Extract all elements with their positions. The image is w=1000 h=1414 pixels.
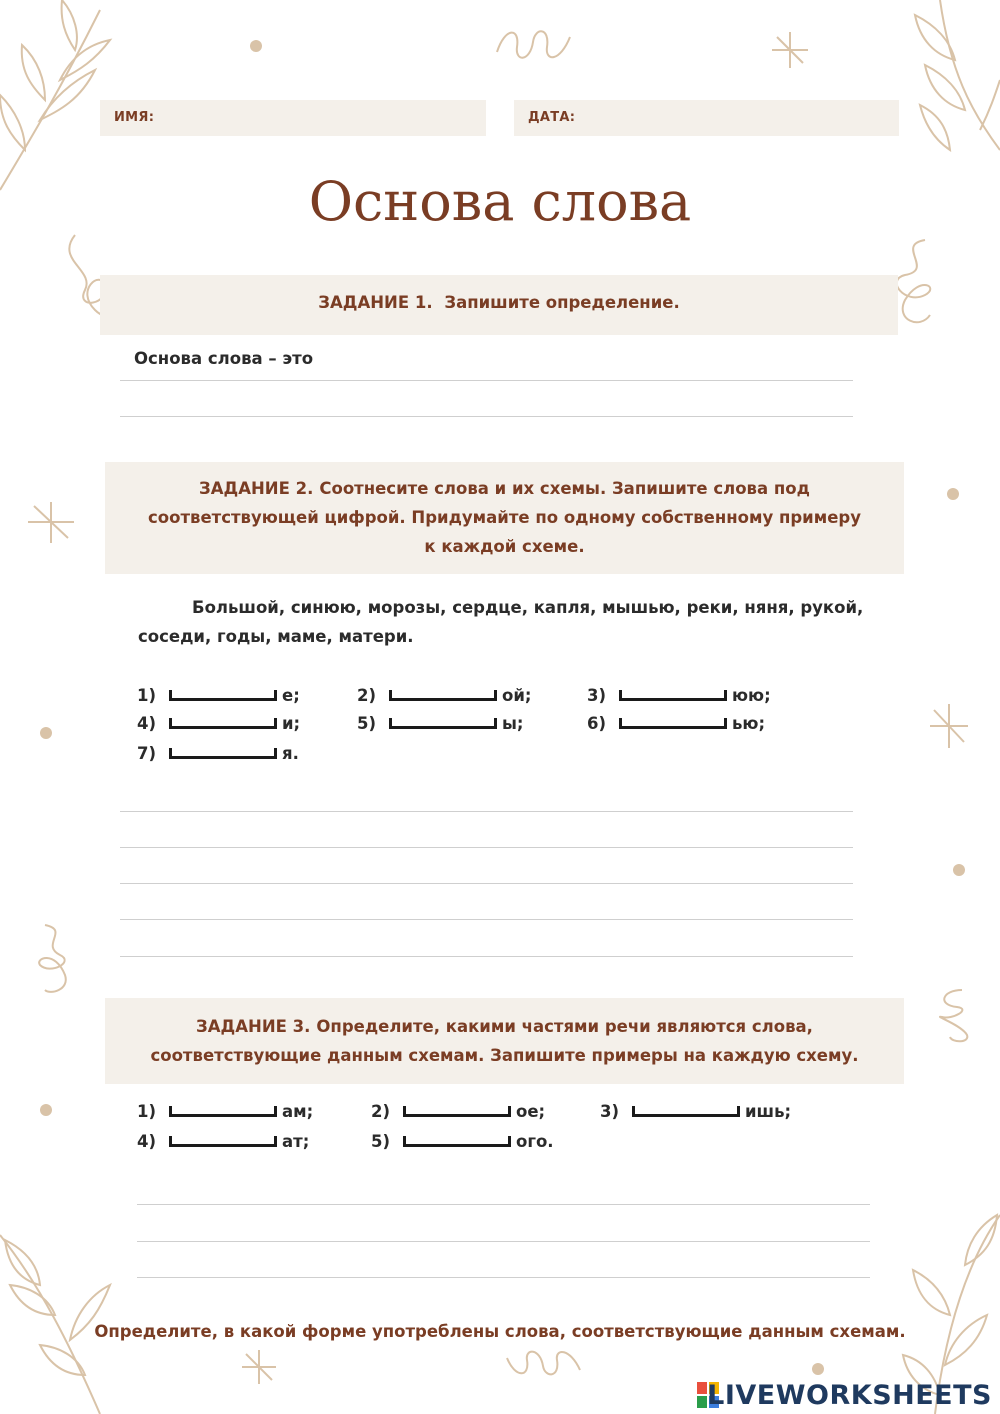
swirl-top-center-decoration <box>495 22 575 67</box>
task2-banner <box>105 462 904 574</box>
star-top-right-decoration <box>770 30 810 70</box>
stem-bracket-icon <box>169 1106 277 1117</box>
task3-banner <box>105 998 904 1084</box>
stem-bracket-icon <box>169 1136 277 1147</box>
answer-line[interactable] <box>137 1204 870 1205</box>
name-field[interactable] <box>100 100 486 136</box>
task1-prompt: Основа слова – это <box>134 349 314 368</box>
swirl-bottom-decoration <box>505 1348 585 1383</box>
stem-bracket-icon <box>632 1106 740 1117</box>
dot-left2-decoration <box>40 1104 52 1116</box>
answer-line[interactable] <box>120 380 853 381</box>
stem-bracket-icon <box>169 690 277 701</box>
dot-right-decoration <box>947 488 959 500</box>
dot-bottom-decoration <box>812 1363 824 1375</box>
swirl-right-mid-decoration <box>932 985 982 1045</box>
date-field[interactable] <box>514 100 899 136</box>
task3-heading <box>105 1012 904 1070</box>
task1-label: ЗАДАНИЕ 1. <box>318 293 433 312</box>
stem-bracket-icon <box>619 718 727 729</box>
star-right-decoration <box>928 702 970 750</box>
brand-wordmark[interactable]: LIVEWORKSHEETS <box>707 1380 992 1411</box>
task1-banner <box>100 275 898 335</box>
answer-line[interactable] <box>120 956 853 957</box>
task2-line-2: соответствующей цифрой. Придумайте по одному собственному примеру <box>148 508 861 527</box>
answer-line[interactable] <box>120 847 853 848</box>
page-title: Основа слова <box>308 170 692 233</box>
answer-line[interactable] <box>120 811 853 812</box>
task2-heading <box>105 474 904 561</box>
answer-line[interactable] <box>120 919 853 920</box>
stem-bracket-icon <box>169 718 277 729</box>
stem-bracket-icon <box>619 690 727 701</box>
answer-line[interactable] <box>137 1277 870 1278</box>
star-bottom-decoration <box>240 1348 278 1386</box>
task3-line-1: Определите, какими частями речи являются слова, <box>316 1017 813 1036</box>
answer-line[interactable] <box>120 416 853 417</box>
swirl-left-mid-decoration <box>30 920 80 1000</box>
date-label: ДАТА: <box>528 110 576 125</box>
task2-line-3: к каждой схеме. <box>424 537 585 556</box>
stem-bracket-icon <box>403 1136 511 1147</box>
stem-bracket-icon <box>389 718 497 729</box>
task2-words-line-1: Большой, синюю, морозы, сердце, капля, мышью, реки, няня, рукой, <box>192 598 864 617</box>
task1-text: Запишите определение. <box>444 293 680 312</box>
stem-bracket-icon <box>169 748 277 759</box>
name-label: ИМЯ: <box>114 110 155 125</box>
task1-heading <box>100 288 898 317</box>
leaf-branch-bottom-left-decoration <box>0 1225 120 1414</box>
stem-bracket-icon <box>403 1106 511 1117</box>
star-left-decoration <box>26 500 76 545</box>
dot-right2-decoration <box>953 864 965 876</box>
stem-bracket-icon <box>389 690 497 701</box>
footer-instruction: Определите, в какой форме употреблены слова, соответствующие данным схемам. <box>94 1322 906 1341</box>
task3-line-2: соответствующие данным схемам. Запишите примеры на каждую схему. <box>150 1046 859 1065</box>
leaf-branch-top-right-decoration <box>890 0 1000 160</box>
task2-words-line-2: соседи, годы, маме, матери. <box>138 627 414 646</box>
dot-left-decoration <box>40 727 52 739</box>
task3-label: ЗАДАНИЕ 3. <box>196 1017 311 1036</box>
answer-line[interactable] <box>137 1241 870 1242</box>
task2-line-1: Соотнесите слова и их схемы. Запишите слова под <box>319 479 810 498</box>
dot-top-decoration <box>250 40 262 52</box>
answer-line[interactable] <box>120 883 853 884</box>
task2-label: ЗАДАНИЕ 2. <box>199 479 314 498</box>
